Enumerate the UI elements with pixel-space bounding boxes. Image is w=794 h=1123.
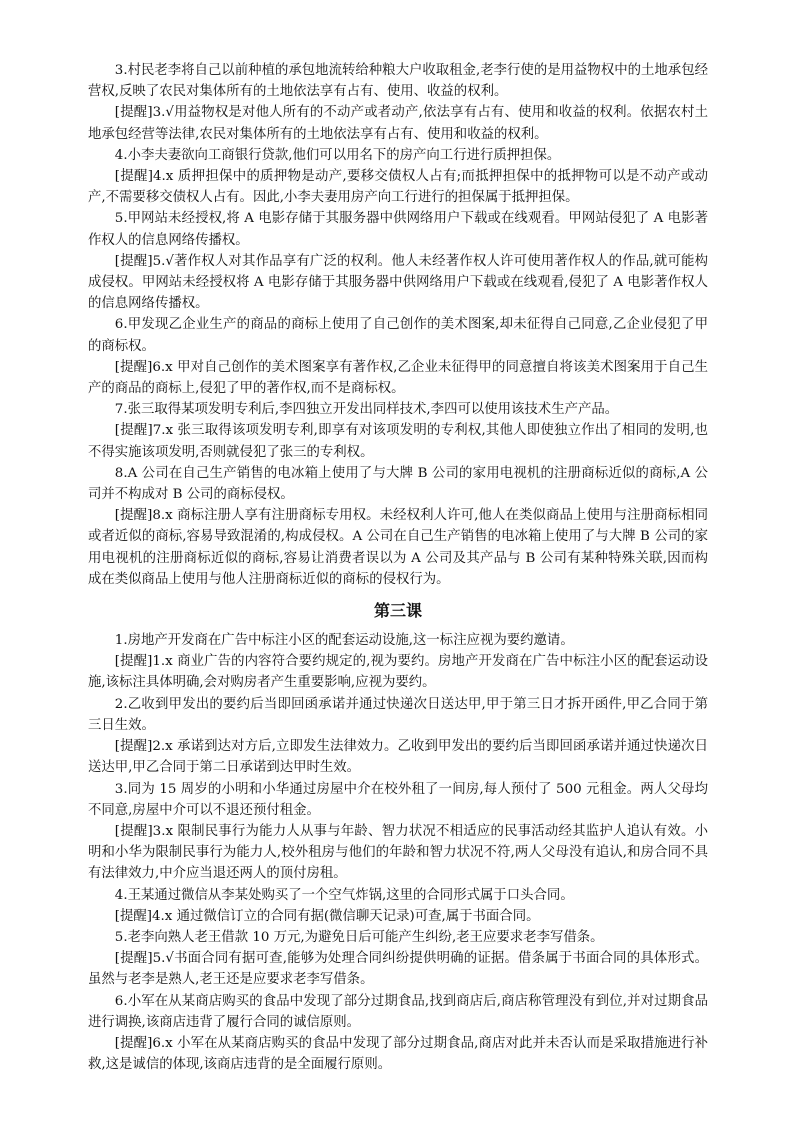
reminder-4: [提醒]4.x 质押担保中的质押物是动产,要移交债权人占有;而抵押担保中的抵押物可以是不动产或动产,不需要移交债权人占有。因此,小李夫妻用房产向工行进行的担保属于抵押担保。 (88, 169, 708, 206)
statement-5: 5.老李向熟人老王借款 10 万元,为避免日后可能产生纠纷,老王应要求老李写借条。 (114, 929, 604, 945)
reminder-7: [提醒]7.x 张三取得该项发明专利,即享有对该项发明的专利权,其他人即使独立作出了相同的发明,也不得实施该项发明,否则就侵犯了张三的专利权。 (88, 423, 708, 460)
reminder-5: [提醒]5.√著作权人对其作品享有广泛的权利。他人未经著作权人许可使用著作权人的作品,就可能构成侵权。甲网站未经授权将 A 电影存储于其服务器中供网络用户下载或在线观看,侵犯了 A 电影著作权人的信息网络传播权。 (88, 253, 708, 312)
statement-1: 1.房地产开发商在广告中标注小区的配套运动设施,这一标注应视为要约邀请。 (114, 633, 574, 649)
statement-7: 7.张三取得某项发明专利后,李四独立开发出同样技术,李四可以使用该技术生产产品。 (114, 402, 619, 418)
reminder-6: [提醒]6.x 小军在从某商店购买的食品中发现了部分过期食品,商店对此并未否认而是采取措施进行补救,这是诚信的体现,该商店违背的是全面履行原则。 (88, 1035, 708, 1073)
section-title-lesson-3: 第三课 (373, 601, 422, 621)
reminder-5: [提醒]5.√书面合同有据可查,能够为处理合同纠纷提供明确的证据。借条属于书面合同的具体形式。虽然与老李是熟人,老王还是应要求老李写借条。 (88, 951, 708, 988)
reminder-6: [提醒]6.x 甲对自己创作的美术图案享有著作权,乙企业未征得甲的同意擅自将该美术图案用于自己生产的商品的商标上,侵犯了甲的著作权,而不是商标权。 (88, 359, 708, 397)
section-previous-lesson (88, 60, 708, 590)
statement-2: 2.乙收到甲发出的要约后当即回函承诺并通过快递次日送达甲,甲于第三日才拆开函件,甲乙合同于第三日生效。 (88, 696, 708, 733)
section-lesson-3 (88, 630, 708, 1075)
statement-3: 3.同为 15 周岁的小明和小华通过房屋中介在校外租了一间房,每人预付了 500 元租金。两人父母均不同意,房屋中介可以不退还预付租金。 (88, 781, 708, 818)
statement-6: 6.小军在从某商店购买的食品中发现了部分过期食品,找到商店后,商店称管理没有到位,并对过期食品进行调换,该商店违背了履行合同的诚信原则。 (88, 993, 708, 1030)
statement-8: 8.A 公司在自己生产销售的电冰箱上使用了与大牌 B 公司的家用电视机的注册商标近似的商标,A 公司并不构成对 B 公司的商标侵权。 (88, 465, 708, 503)
statement-4: 4.王某通过微信从李某处购买了一个空气炸锅,这里的合同形式属于口头合同。 (114, 887, 574, 903)
statement-5: 5.甲网站未经授权,将 A 电影存储于其服务器中供网络用户下载或在线观看。甲网站侵犯了 A 电影著作权人的信息网络传播权。 (88, 211, 708, 248)
reminder-4: [提醒]4.x 通过微信订立的合同有据(微信聊天记录)可查,属于书面合同。 (114, 908, 540, 924)
statement-6: 6.甲发现乙企业生产的商品的商标上使用了自己创作的美术图案,却未征得自己同意,乙企业侵犯了甲的商标权。 (88, 317, 708, 354)
statement-4: 4.小李夫妻欲向工商银行贷款,他们可以用名下的房产向工行进行质押担保。 (114, 147, 561, 163)
reminder-3: [提醒]3.√用益物权是对他人所有的不动产或者动产,依法享有占有、使用和收益的权利。依据农村土地承包经营等法律,农民对集体所有的土地依法享有占有、使用和收益的权利。 (88, 105, 708, 142)
reminder-2: [提醒]2.x 承诺到达对方后,立即发生法律效力。乙收到甲发出的要约后当即回函承诺并通过快递次日送达甲,甲乙合同于第二日承诺到达甲时生效。 (88, 739, 708, 776)
reminder-1: [提醒]1.x 商业广告的内容符合要约规定的,视为要约。房地产开发商在广告中标注小区的配套运动设施,该标注具体明确,会对购房者产生重要影响,应视为要约。 (88, 654, 708, 691)
reminder-3: [提醒]3.x 限制民事行为能力人从事与年龄、智力状况不相适应的民事活动经其监护人追认有效。小明和小华为限制民事行为能力人,校外租房与他们的年龄和智力状况不符,两人父母没有追认,和房合同不具有法律效力,中介应当退还两人的顶付房租。 (88, 823, 708, 882)
reminder-8: [提醒]8.x 商标注册人享有注册商标专用权。未经权利人许可,他人在类似商品上使用与注册商标相同或者近似的商标,容易导致混淆的,构成侵权。A 公司在自己生产销售的电冰箱上使用了与大牌 B 公司的家用电视机的注册商标近似的商标,容易让消费者误以为 A 公司及其产品与 B 公司有某种特殊关联,因而构成在类似商品上使用与他人注册商标近似的商标的侵权行为。 (88, 508, 708, 587)
document-page (88, 60, 708, 1075)
statement-3: 3.村民老李将自己以前种植的承包地流转给种粮大户收取租金,老李行使的是用益物权中的土地承包经营权,反映了农民对集体所有的土地依法享有占有、使用、收益的权利。 (88, 63, 708, 100)
